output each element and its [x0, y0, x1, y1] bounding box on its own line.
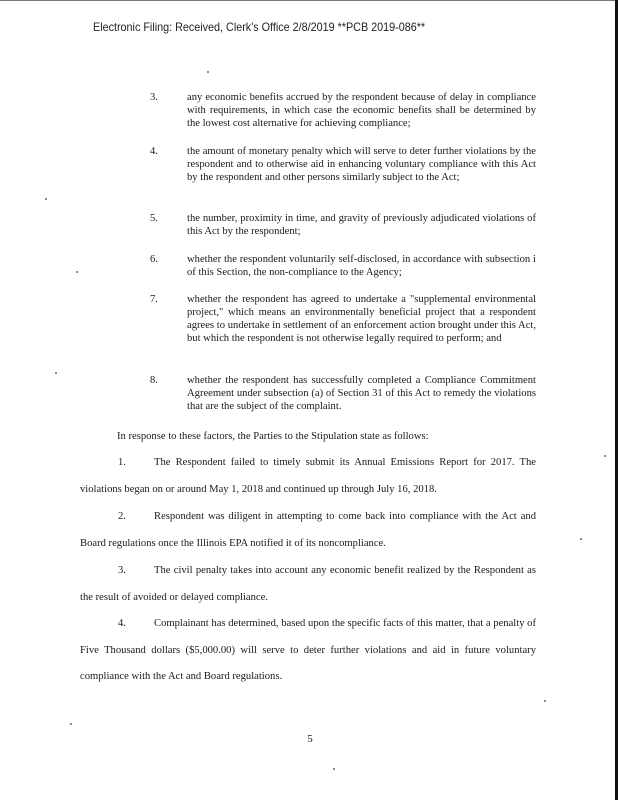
response-paragraph: [80, 558, 536, 611]
factor-number: 8.: [150, 375, 158, 386]
response-number: 3.: [118, 565, 126, 576]
factor-number: 7.: [150, 294, 158, 305]
factor-text: the amount of monetary penalty which will serve to deter further violations by the respondent and to otherwise aid in enhancing voluntary compliance with this Act by the respondent and other persons similarly subject to the Act;: [187, 146, 536, 183]
scan-speck: [544, 700, 546, 702]
factor-text: whether the respondent voluntarily self-disclosed, in accordance with subsection i of this Section, the non-compliance to the Agency;: [187, 254, 536, 278]
intro-paragraph: In response to these factors, the Parties to the Stipulation state as follows:: [117, 431, 429, 442]
scan-speck: [55, 372, 57, 374]
scan-speck: [70, 723, 72, 725]
response-text: The civil penalty takes into account any economic benefit realized by the Respondent as the result of avoided or delayed compliance.: [80, 565, 536, 603]
factor-number: 6.: [150, 254, 158, 265]
scan-speck: [580, 538, 582, 540]
scan-speck: [333, 768, 335, 770]
factor-number: 5.: [150, 213, 158, 224]
response-paragraph: [80, 504, 536, 557]
factor-text: the number, proximity in time, and gravity of previously adjudicated violations of this Act by the respondent;: [187, 213, 536, 237]
response-number: 1.: [118, 457, 126, 468]
scan-speck: [604, 455, 606, 457]
factor-text: whether the respondent has agreed to undertake a "supplemental environmental project," which means an environmentally beneficial project that a respondent agrees to undertake in settlement of an enforcement action brought under this Act, but which the respondent is not otherwise legally required to perform; and: [187, 294, 536, 344]
response-number: 4.: [118, 618, 126, 629]
factor-number: 3.: [150, 92, 158, 103]
response-paragraph: [80, 450, 536, 503]
response-text: Respondent was diligent in attempting to come back into compliance with the Act and Board regulations once the Illinois EPA notified it of its noncompliance.: [80, 511, 536, 549]
response-text: The Respondent failed to timely submit its Annual Emissions Report for 2017. The violations began on or around May 1, 2018 and continued up through July 16, 2018.: [80, 457, 536, 495]
factor-text: any economic benefits accrued by the respondent because of delay in compliance with requirements, in which case the economic benefits shall be determined by the lowest cost alternative for achieving compliance;: [187, 92, 536, 129]
page-number: 5: [307, 733, 313, 745]
scan-speck: [207, 71, 209, 73]
scan-speck: [76, 271, 78, 273]
factor-text: whether the respondent has successfully completed a Compliance Commitment Agreement under subsection (a) of Section 31 of this Act to remedy the violations that are the subject of the complaint.: [187, 375, 536, 412]
response-text: Complainant has determined, based upon the specific facts of this matter, that a penalty of Five Thousand dollars ($5,000.00) will serve to deter further violations and aid in future voluntary compliance with the Act and Board regulations.: [80, 618, 536, 682]
factor-number: 4.: [150, 146, 158, 157]
response-number: 2.: [118, 511, 126, 522]
page-top-edge: [0, 0, 618, 1]
response-paragraph: [80, 611, 536, 691]
scan-speck: [45, 198, 47, 200]
filing-stamp-header: Electronic Filing: Received, Clerk's Office 2/8/2019 **PCB 2019-086**: [93, 21, 426, 34]
